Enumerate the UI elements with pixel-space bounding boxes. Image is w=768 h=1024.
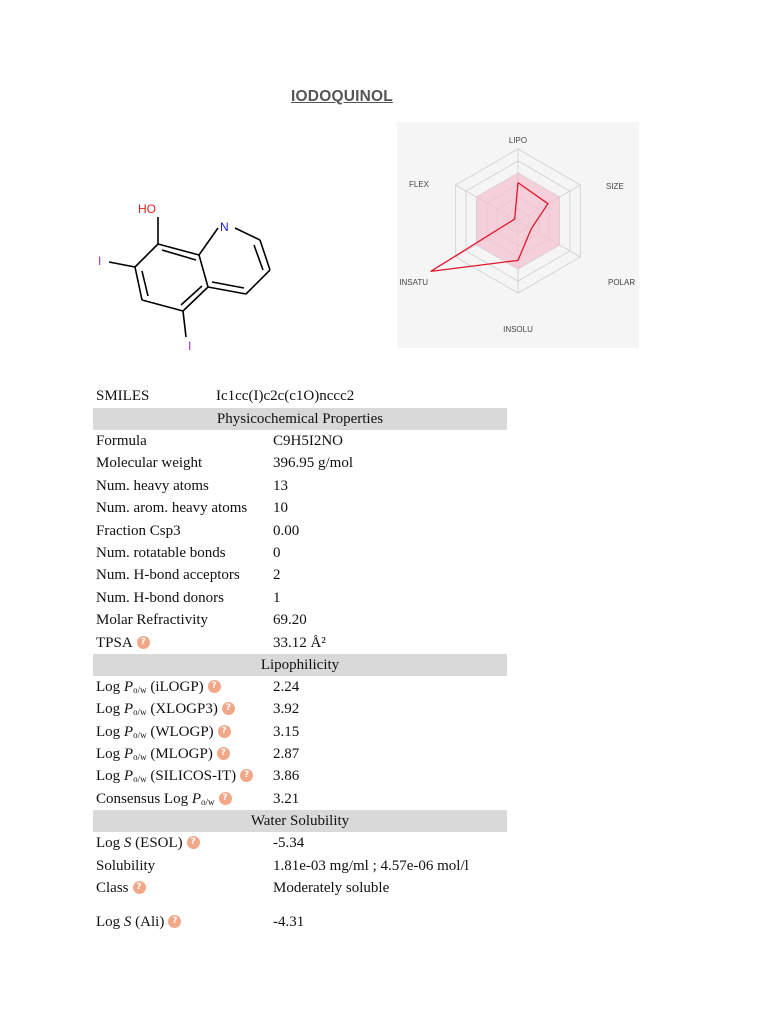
- table-row: [93, 832, 507, 854]
- radar-axis-label-insatu: INSATU: [399, 278, 428, 287]
- log-word: Log: [96, 914, 121, 931]
- row-value: 10: [273, 500, 288, 517]
- row-label: Num. H-bond donors: [96, 589, 224, 606]
- method-name: (WLOGP): [150, 723, 214, 740]
- help-icon[interactable]: ?: [187, 836, 200, 849]
- table-row: [93, 587, 507, 609]
- row-label-wrap: [96, 907, 181, 937]
- log-word: Log: [96, 701, 121, 718]
- row-value: 3.92: [273, 701, 300, 718]
- row-value: Moderately soluble: [273, 880, 390, 897]
- p-symbol: P: [123, 701, 134, 718]
- row-value: 69.20: [273, 612, 307, 629]
- table-row: [93, 788, 507, 810]
- ow-subscript: o/w: [133, 774, 147, 785]
- method-name: (Ali): [135, 914, 165, 931]
- table-row: [93, 520, 507, 542]
- ow-subscript: o/w: [133, 707, 147, 718]
- row-value: 3.86: [273, 768, 300, 785]
- smiles-value: Ic1cc(I)c2c(c1O)nccc2: [216, 388, 355, 404]
- radar-axis-label-size: SIZE: [606, 182, 624, 191]
- row-label: Num. heavy atoms: [96, 477, 209, 494]
- row-label: Num. rotatable bonds: [96, 544, 226, 561]
- row-label: Molar Refractivity: [96, 612, 209, 629]
- p-symbol: P: [123, 768, 134, 785]
- row-value: 0: [273, 544, 281, 561]
- table-row: [93, 564, 507, 586]
- row-value: 3.21: [273, 790, 300, 807]
- row-label: Class: [96, 880, 129, 897]
- row-label: Formula: [96, 433, 147, 449]
- molecule-structure: [90, 190, 290, 360]
- section-physicochemical: Physicochemical Properties: [93, 408, 507, 430]
- method-name: (XLOGP3): [150, 701, 218, 718]
- row-label: Fraction Csp3: [96, 522, 181, 539]
- row-value: 2.24: [273, 678, 300, 695]
- help-icon[interactable]: ?: [133, 881, 146, 894]
- log-word: Log: [96, 835, 121, 852]
- help-icon[interactable]: ?: [222, 702, 235, 715]
- help-icon[interactable]: ?: [240, 769, 253, 782]
- ow-subscript: o/w: [133, 752, 147, 763]
- page-title: IODOQUINOL: [291, 88, 393, 105]
- ow-subscript: o/w: [201, 796, 215, 807]
- help-icon[interactable]: ?: [219, 792, 232, 805]
- method-name: (iLOGP): [150, 678, 204, 695]
- help-icon[interactable]: ?: [208, 680, 221, 693]
- help-icon[interactable]: ?: [168, 915, 181, 928]
- structure-bonds: [109, 217, 270, 337]
- atom-label-oh: HO: [138, 202, 156, 216]
- table-row: [93, 743, 507, 765]
- table-row: [93, 899, 507, 929]
- ow-subscript: o/w: [133, 684, 147, 695]
- radar-axis-label-insolu: INSOLU: [503, 325, 533, 334]
- log-word: Log: [96, 723, 121, 740]
- radar-axis-label-lipo: LIPO: [508, 136, 528, 145]
- row-value: 396.95 g/mol: [273, 455, 354, 472]
- atom-label-iodine-left: I: [98, 254, 102, 268]
- row-value: -4.31: [273, 914, 305, 931]
- p-symbol: P: [123, 678, 134, 695]
- row-value: 2: [273, 567, 281, 584]
- s-symbol: S: [123, 835, 132, 852]
- table-row: [93, 765, 507, 787]
- row-label-wrap: [96, 632, 150, 654]
- row-value: 1.81e-03 mg/ml ; 4.57e-06 mol/l: [273, 857, 469, 874]
- table-row: [93, 542, 507, 564]
- row-label: Molecular weight: [96, 455, 203, 472]
- log-word: Log: [96, 678, 121, 695]
- atom-label-iodine-bottom: I: [188, 339, 192, 353]
- row-label-wrap: [96, 877, 146, 899]
- consensus-word: Consensus Log: [96, 790, 189, 807]
- table-row: [93, 676, 507, 698]
- table-row: [93, 609, 507, 631]
- s-symbol: S: [123, 914, 132, 931]
- table-row: [93, 877, 507, 899]
- method-name: (MLOGP): [150, 746, 213, 763]
- row-label: Solubility: [96, 857, 156, 874]
- table-row: [93, 698, 507, 720]
- section-lipophilicity: Lipophilicity: [93, 654, 507, 676]
- help-icon[interactable]: ?: [218, 725, 231, 738]
- section-water-solubility: Water Solubility: [93, 810, 507, 832]
- table-row: [93, 855, 507, 877]
- row-value: 13: [273, 477, 288, 494]
- method-name: (SILICOS-IT): [150, 768, 237, 785]
- table-row: [93, 430, 507, 452]
- row-label: Num. arom. heavy atoms: [96, 500, 248, 517]
- row-label: TPSA: [96, 634, 133, 651]
- p-symbol: P: [191, 790, 202, 807]
- table-row: [93, 475, 507, 497]
- row-label: Num. H-bond acceptors: [96, 567, 240, 584]
- row-value: C9H5I2NO: [273, 433, 343, 449]
- row-value: 3.15: [273, 723, 300, 740]
- help-icon[interactable]: ?: [217, 747, 230, 760]
- properties-table: [93, 408, 507, 929]
- log-word: Log: [96, 746, 121, 763]
- row-value: 33.12 Å²: [273, 634, 326, 651]
- smiles-label: SMILES: [96, 388, 150, 404]
- row-label-wrap: [96, 788, 232, 813]
- row-value: 0.00: [273, 522, 300, 539]
- row-value: -5.34: [273, 835, 305, 852]
- table-row: [93, 452, 507, 474]
- table-row: [93, 721, 507, 743]
- help-icon[interactable]: ?: [137, 636, 150, 649]
- radar-axis-label-flex: FLEX: [408, 180, 429, 189]
- method-name: (ESOL): [135, 835, 183, 852]
- table-row: [93, 632, 507, 654]
- ow-subscript: o/w: [133, 729, 147, 740]
- log-word: Log: [96, 768, 121, 785]
- table-row: [93, 497, 507, 519]
- radar-axis-label-polar: POLAR: [608, 278, 636, 287]
- row-value: 1: [273, 589, 281, 606]
- p-symbol: P: [123, 723, 134, 740]
- row-label-wrap: [96, 832, 200, 854]
- p-symbol: P: [123, 746, 134, 763]
- bioavailability-radar: [397, 122, 639, 348]
- row-value: 2.87: [273, 746, 300, 763]
- atom-label-n: N: [220, 220, 229, 234]
